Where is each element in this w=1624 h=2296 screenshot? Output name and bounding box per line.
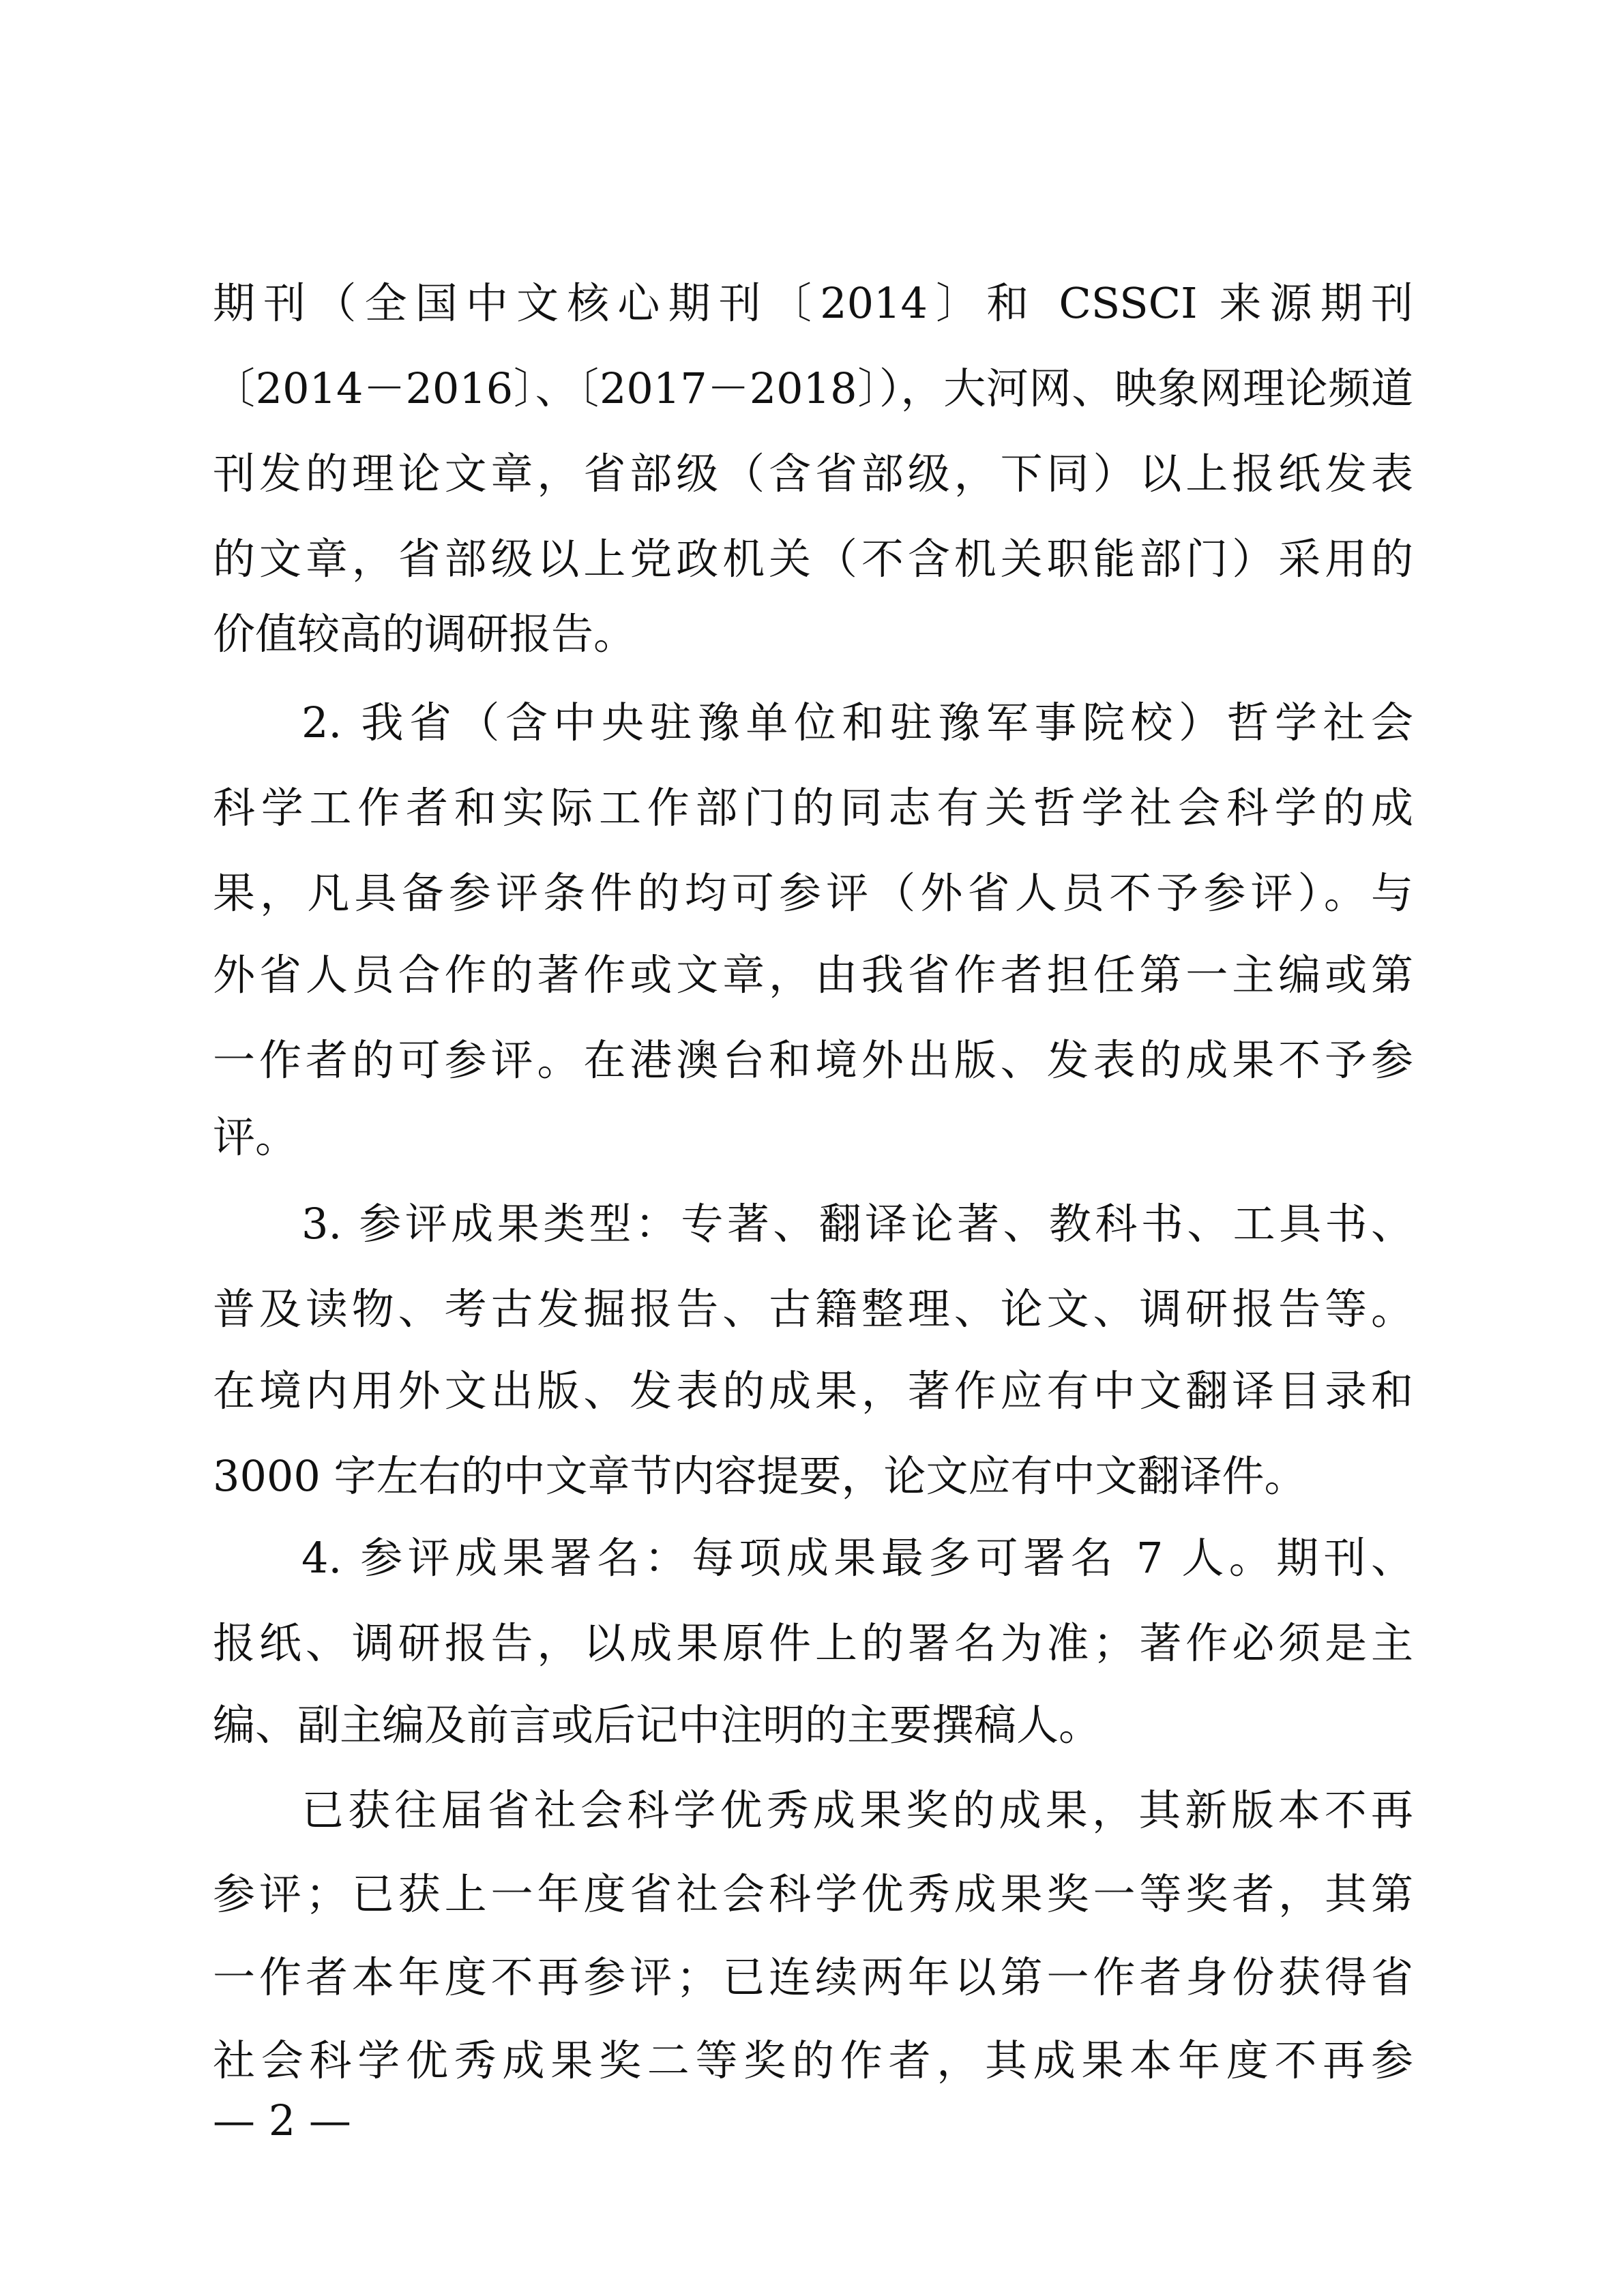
text-line: 外省人员合作的著作或文章，由我省作者担任第一主编或第 — [213, 950, 1413, 1000]
text-line: 在境内用外文出版、发表的成果，著作应有中文翻译目录和 — [213, 1366, 1413, 1416]
text-line: 报纸、调研报告，以成果原件上的署名为准；著作必须是主 — [213, 1618, 1413, 1668]
text-line: 评。 — [213, 1112, 298, 1162]
text-line: 一作者本年度不再参评；已连续两年以第一作者身份获得省 — [213, 1952, 1413, 2002]
text-line: 普及读物、考古发掘报告、古籍整理、论文、调研报告等。 — [213, 1284, 1413, 1334]
text-line: 社会科学优秀成果奖二等奖的作者，其成果本年度不再参 — [213, 2036, 1413, 2085]
text-line: 科学工作者和实际工作部门的同志有关哲学社会科学的成 — [213, 783, 1413, 833]
paragraph-start-line: 2. 我省（含中央驻豫单位和驻豫军事院校）哲学社会 — [301, 698, 1413, 747]
page-number: — 2 — — [213, 2096, 351, 2145]
text-line: 期刊（全国中文核心期刊〔2014〕和 CSSCI 来源期刊 — [213, 278, 1413, 328]
text-line: 一作者的可参评。在港澳台和境外出版、发表的成果不予参 — [213, 1035, 1413, 1085]
text-line: 参评；已获上一年度省社会科学优秀成果奖一等奖者，其第 — [213, 1869, 1413, 1919]
paragraph-start-line: 4. 参评成果署名：每项成果最多可署名 7 人。期刊、 — [301, 1533, 1413, 1583]
text-line: 果，凡具备参评条件的均可参评（外省人员不予参评）。与 — [213, 868, 1413, 918]
text-line: 的文章，省部级以上党政机关（不含机关职能部门）采用的 — [213, 534, 1413, 584]
text-line: 3000 字左右的中文章节内容提要，论文应有中文翻译件。 — [213, 1451, 1307, 1501]
paragraph-start-line: 3. 参评成果类型：专著、翻译论著、教科书、工具书、 — [301, 1199, 1413, 1249]
text-line: 〔2014－2016〕、〔2017－2018〕），大河网、映象网理论频道 — [213, 363, 1413, 413]
paragraph-start-line: 已获往届省社会科学优秀成果奖的成果，其新版本不再 — [301, 1785, 1413, 1835]
text-line: 编、副主编及前言或后记中注明的主要撰稿人。 — [213, 1700, 1102, 1750]
text-line: 刊发的理论文章，省部级（含省部级，下同）以上报纸发表 — [213, 449, 1413, 498]
text-line: 价值较高的调研报告。 — [213, 609, 636, 659]
